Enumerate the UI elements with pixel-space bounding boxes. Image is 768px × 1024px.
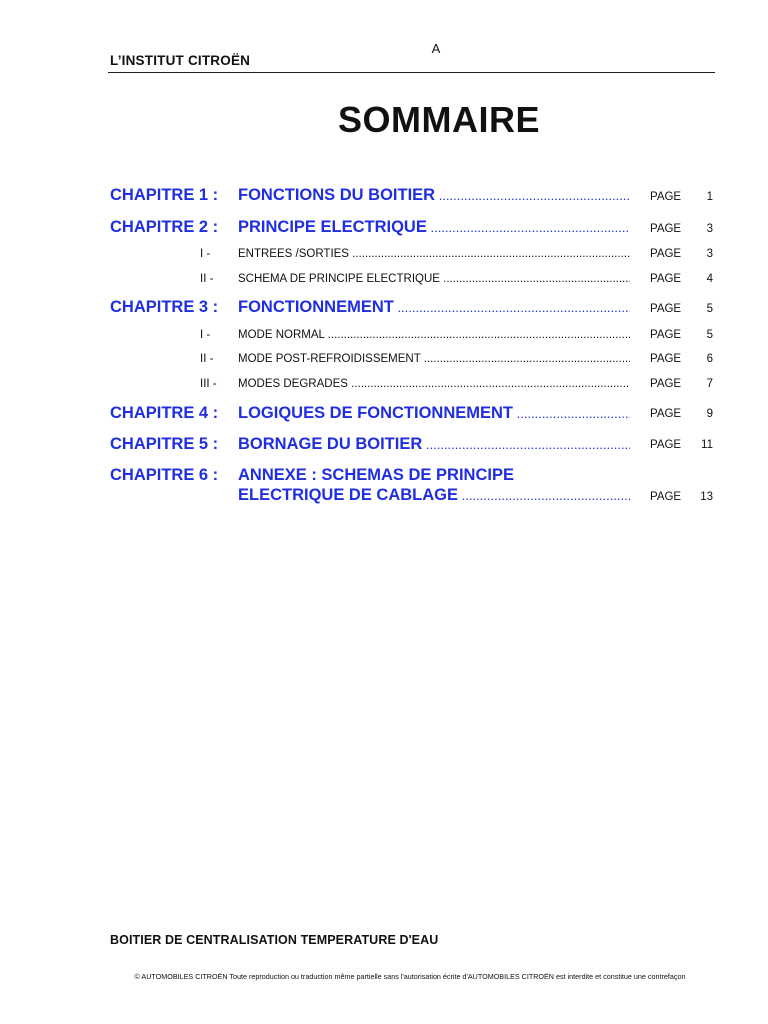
page-number: 9 <box>706 408 713 420</box>
page-title: SOMMAIRE <box>338 99 540 140</box>
page-number: 5 <box>706 303 713 315</box>
chapter-number: CHAPITRE 4 : <box>110 404 219 422</box>
section-number: II - <box>200 353 214 365</box>
chapter-title: FONCTIONS DU BOITIER ..... <box>238 186 630 205</box>
page-number: 3 <box>706 248 713 260</box>
page-label: PAGE <box>650 491 682 503</box>
toc-chapter-4[interactable] <box>0 404 768 428</box>
section-number: II - <box>200 273 214 285</box>
toc-chapter-6[interactable] <box>0 466 768 516</box>
page-label: PAGE <box>650 408 682 420</box>
brand-name: L’INSTITUT CITROËN <box>110 53 251 68</box>
chapter-title: ANNEXE : SCHEMAS DE PRINCIPE <box>238 466 514 484</box>
section-title: MODES DEGRADES ..... <box>238 378 630 390</box>
page-label: PAGE <box>650 273 682 285</box>
chapter-number: CHAPITRE 3 : <box>110 298 219 316</box>
toc-section-2-2[interactable] <box>0 273 768 297</box>
section-title: ENTREES /SORTIES ..... <box>238 248 630 260</box>
toc-section-2-1[interactable] <box>0 248 768 272</box>
page-label: PAGE <box>650 248 682 260</box>
page-label: PAGE <box>650 223 682 235</box>
chapter-title-line-2: ELECTRIQUE DE CABLAGE ..... <box>238 486 630 505</box>
chapter-number: CHAPITRE 1 : <box>110 186 219 204</box>
section-number: I - <box>200 248 211 260</box>
page-letter: A <box>431 41 441 56</box>
chapter-number: CHAPITRE 5 : <box>110 435 219 453</box>
page-number: 11 <box>701 439 713 451</box>
page-label: PAGE <box>650 378 682 390</box>
page-label: PAGE <box>650 329 682 341</box>
page-label: PAGE <box>650 303 682 315</box>
chapter-number: CHAPITRE 6 : <box>110 466 219 484</box>
section-title: MODE POST-REFROIDISSEMENT ..... <box>238 353 630 365</box>
page-label: PAGE <box>650 191 682 203</box>
section-title: SCHEMA DE PRINCIPE ELECTRIQUE ..... <box>238 273 630 285</box>
page-number: 1 <box>706 191 713 203</box>
chapter-title: LOGIQUES DE FONCTIONNEMENT ..... <box>238 404 630 423</box>
section-title: MODE NORMAL ..... <box>238 329 630 341</box>
chapter-number: CHAPITRE 2 : <box>110 218 219 236</box>
page-number: 5 <box>706 329 713 341</box>
page-number: 3 <box>706 223 713 235</box>
toc-section-3-1[interactable] <box>0 329 768 353</box>
page-number: 13 <box>700 491 713 503</box>
toc-chapter-2[interactable] <box>0 218 768 242</box>
copyright-notice: © AUTOMOBILES CITROËN Toute reproduction ou traduction même partielle sans l'autorisation écrite d'AUTOMOBILES CITROËN est interdite et constitue une contrefaçon <box>134 972 686 981</box>
chapter-title: FONCTIONNEMENT ..... <box>238 298 630 317</box>
chapter-title: PRINCIPE ELECTRIQUE ..... <box>238 218 630 237</box>
section-number: I - <box>200 329 211 341</box>
page-number: 4 <box>706 273 713 285</box>
page-label: PAGE <box>650 353 682 365</box>
section-number: III - <box>200 378 217 390</box>
toc-chapter-3[interactable] <box>0 298 768 322</box>
toc-section-3-2[interactable] <box>0 353 768 377</box>
toc-chapter-5[interactable] <box>0 435 768 459</box>
toc-section-3-3[interactable] <box>0 378 768 402</box>
page-number: 6 <box>706 353 713 365</box>
chapter-title: BORNAGE DU BOITIER ..... <box>238 435 630 454</box>
page-label: PAGE <box>650 439 682 451</box>
toc-chapter-1[interactable] <box>0 186 768 210</box>
document-title: BOITIER DE CENTRALISATION TEMPERATURE D'EAU <box>110 933 439 947</box>
page-number: 7 <box>706 378 713 390</box>
header-divider <box>108 72 715 73</box>
